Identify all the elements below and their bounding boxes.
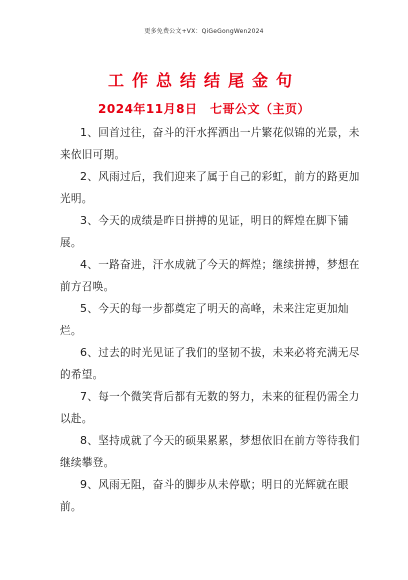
saying-text: 风雨无阻，奋斗的脚步从未停歇；明日的光辉就在眼前。 xyxy=(60,479,349,513)
saying-item xyxy=(60,298,360,342)
saying-text: 风雨过后，我们迎来了属于自己的彩虹，前方的路更加光明。 xyxy=(60,171,360,205)
saying-number: 6 xyxy=(80,346,88,359)
saying-separator: 、 xyxy=(87,259,99,271)
saying-separator: 、 xyxy=(87,347,99,359)
saying-text: 坚持成就了今天的硕果累累，梦想依旧在前方等待我们继续攀登。 xyxy=(60,435,360,469)
saying-number: 2 xyxy=(80,170,88,183)
saying-item xyxy=(60,122,360,166)
saying-item xyxy=(60,254,360,298)
saying-separator: 、 xyxy=(87,127,99,139)
saying-item xyxy=(60,166,360,210)
saying-number: 4 xyxy=(80,258,88,271)
saying-separator: 、 xyxy=(87,479,99,491)
saying-separator: 、 xyxy=(87,435,99,447)
saying-separator: 、 xyxy=(87,391,99,403)
saying-number: 3 xyxy=(80,214,88,227)
saying-number: 7 xyxy=(80,390,88,403)
saying-item xyxy=(60,210,360,254)
document-subtitle: 2024年11月8日 七哥公文（主页） xyxy=(98,102,310,116)
saying-separator: 、 xyxy=(87,303,99,315)
saying-separator: 、 xyxy=(87,171,99,183)
saying-number: 5 xyxy=(80,302,88,315)
saying-item xyxy=(60,474,360,518)
saying-text: 今天的成绩是昨日拼搏的见证，明日的辉煌在脚下铺展。 xyxy=(60,215,349,249)
saying-number: 9 xyxy=(80,478,88,491)
saying-number: 8 xyxy=(80,434,88,447)
saying-item xyxy=(60,430,360,474)
sayings-list xyxy=(60,122,360,518)
saying-item xyxy=(60,386,360,430)
saying-text: 过去的时光见证了我们的坚韧不拔，未来必将充满无尽的希望。 xyxy=(60,347,360,381)
saying-text: 一路奋进，汗水成就了今天的辉煌；继续拼搏，梦想在前方召唤。 xyxy=(60,259,360,293)
saying-text: 每一个微笑背后都有无数的努力，未来的征程仍需全力以赴。 xyxy=(60,391,360,425)
document-title: 工作总结结尾金句 xyxy=(107,71,300,90)
saying-item xyxy=(60,342,360,386)
saying-separator: 、 xyxy=(87,215,99,227)
saying-text: 今天的每一步都奠定了明天的高峰，未来注定更加灿烂。 xyxy=(60,303,349,337)
saying-text: 回首过往，奋斗的汗水挥洒出一片繁花似锦的光景，未来依旧可期。 xyxy=(60,127,360,161)
header-note: 更多免费公文+VX：QiGeGongWen2024 xyxy=(144,28,264,35)
saying-number: 1 xyxy=(80,126,88,139)
